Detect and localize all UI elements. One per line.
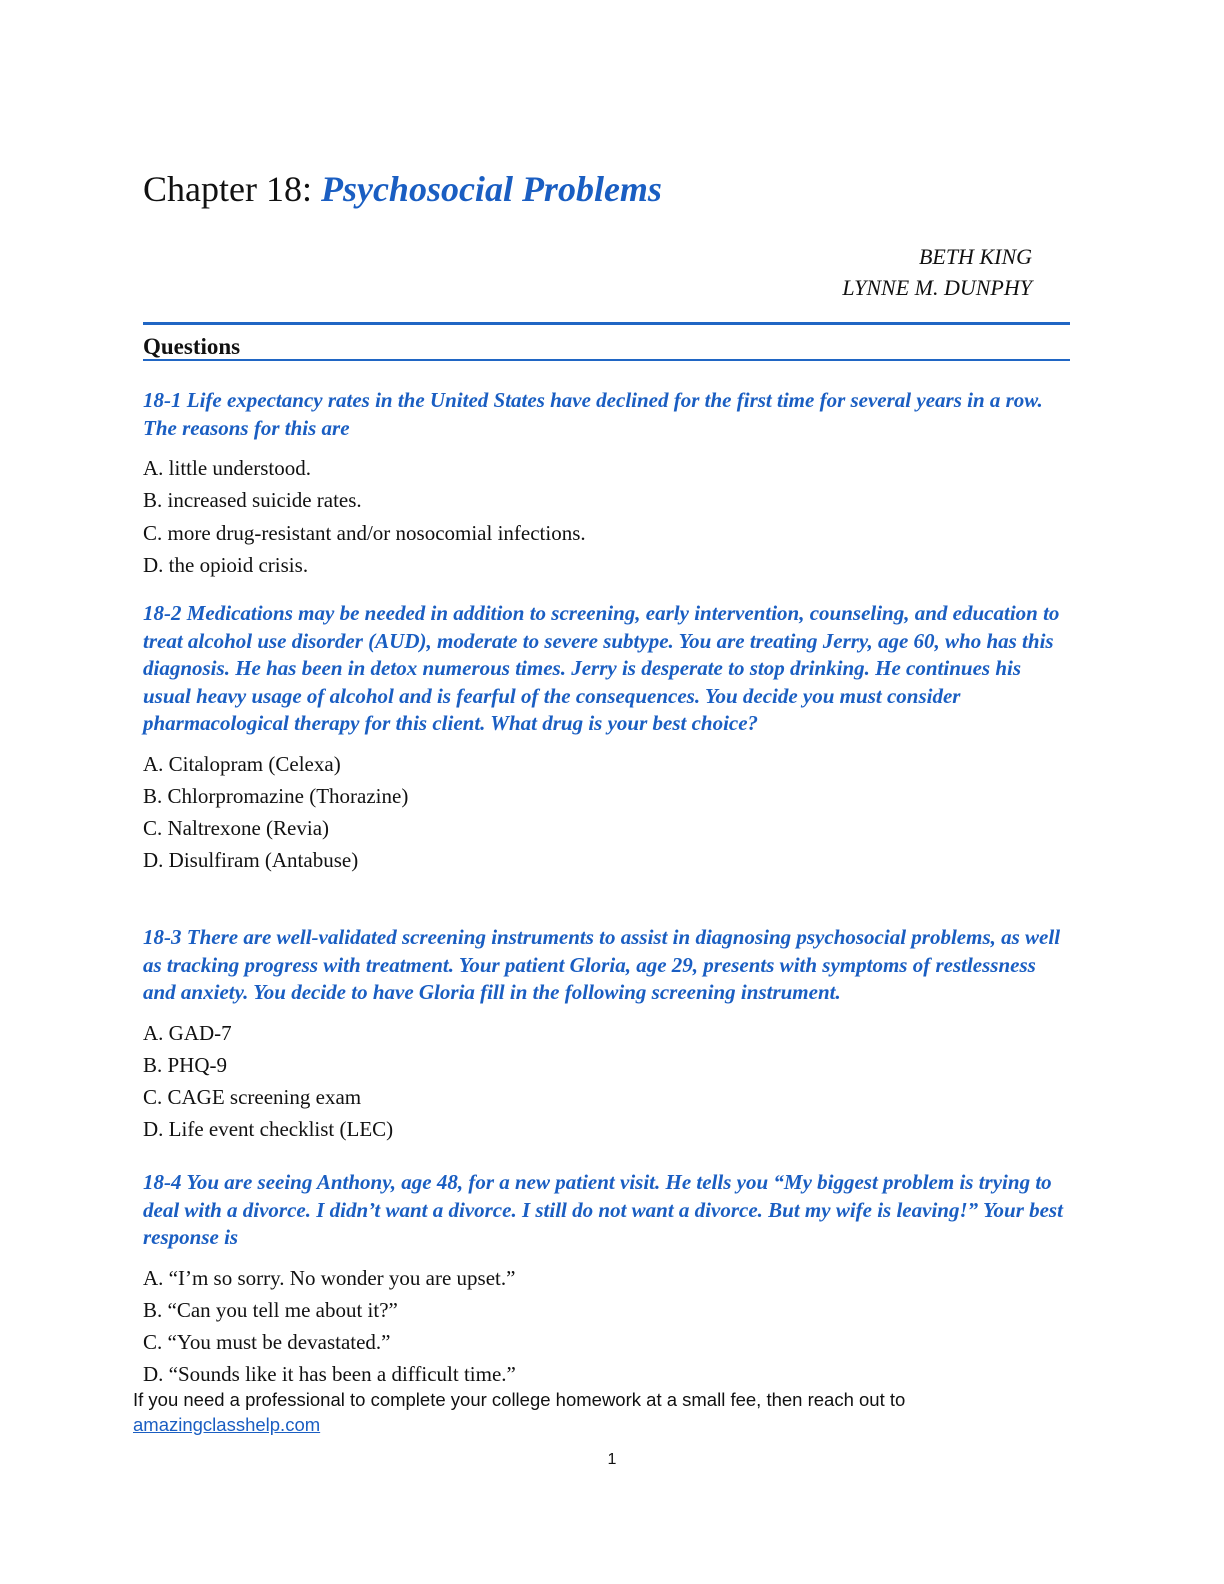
answer-option-c: C. “You must be devastated.” bbox=[143, 1330, 391, 1355]
section-rule-bottom bbox=[143, 359, 1070, 361]
answer-option-a: A. little understood. bbox=[143, 456, 311, 480]
question-text: 18-4 You are seeing Anthony, age 48, for a new patient visit. He tells you “My biggest problem is trying to deal with a divorce. I didn’t want a divorce. I still do not want a divorce. But my wife is leaving!” Your best response is bbox=[143, 1170, 1063, 1249]
answer-options bbox=[143, 1262, 1073, 1391]
answer-option-c: C. more drug-resistant and/or nosocomial infections. bbox=[143, 520, 586, 545]
answer-options bbox=[143, 452, 1073, 581]
answer-option-d: D. “Sounds like it has been a difficult time.” bbox=[143, 1362, 516, 1387]
question-18-2 bbox=[143, 600, 1073, 877]
section-heading: Questions bbox=[143, 334, 241, 359]
question-18-3 bbox=[143, 924, 1073, 1146]
answer-option-b: B. “Can you tell me about it?” bbox=[143, 1297, 398, 1322]
question-text: 18-2 Medications may be needed in addition to screening, early intervention, counseling, and education to treat alcohol use disorder (AUD), moderate to severe subtype. You are treating Jerry, age 60, who has this diagnosis. He has been in detox numerous times. Jerry is desperate to stop drinking. He continues his usual heavy usage of alcohol and is fearful of the consequences. You decide you must consider pharmacological therapy for this client. What drug is your best choice? bbox=[143, 601, 1060, 735]
answer-option-d: D. Life event checklist (LEC) bbox=[143, 1117, 394, 1142]
question-text: 18-1 Life expectancy rates in the United States have declined for the first time for several years in a row. The reasons for this are bbox=[143, 388, 1043, 440]
answer-option-d: D. Disulfiram (Antabuse) bbox=[143, 848, 359, 873]
chapter-subject: Psychosocial Problems bbox=[320, 169, 662, 209]
answer-option-b: B. PHQ-9 bbox=[143, 1052, 228, 1077]
author-name: LYNNE M. DUNPHY bbox=[842, 275, 1032, 300]
answer-option-b: B. Chlorpromazine (Thorazine) bbox=[143, 783, 409, 808]
footer-link[interactable]: amazingclasshelp.com bbox=[133, 1414, 321, 1435]
question-18-4 bbox=[143, 1169, 1073, 1391]
answer-option-a: A. Citalopram (Celexa) bbox=[143, 751, 341, 776]
answer-option-a: A. GAD-7 bbox=[143, 1020, 232, 1045]
answer-option-d: D. the opioid crisis. bbox=[143, 552, 309, 577]
chapter-label: Chapter 18: bbox=[143, 169, 312, 209]
question-text: 18-3 There are well-validated screening instruments to assist in diagnosing psychosocial problems, as well as tracking progress with treatment. Your patient Gloria, age 29, presents with symptoms of restlessness and anxiety. You decide to have Gloria fill in the following screening instrument. bbox=[143, 925, 1061, 1004]
answer-options bbox=[143, 748, 1073, 877]
page-number: 1 bbox=[607, 1451, 617, 1468]
answer-option-b: B. increased suicide rates. bbox=[143, 488, 362, 513]
section-rule-top bbox=[143, 322, 1070, 325]
answer-options bbox=[143, 1017, 1073, 1146]
question-18-1 bbox=[143, 387, 1073, 581]
footer-note bbox=[133, 1387, 905, 1437]
author-list bbox=[842, 241, 1032, 303]
author-name: BETH KING bbox=[918, 244, 1032, 269]
chapter-title bbox=[143, 166, 662, 212]
footer-note-text: If you need a professional to complete your college homework at a small fee, then reach out to bbox=[133, 1389, 906, 1410]
answer-option-c: C. Naltrexone (Revia) bbox=[143, 816, 330, 841]
answer-option-a: A. “I’m so sorry. No wonder you are upset.” bbox=[143, 1265, 516, 1290]
answer-option-c: C. CAGE screening exam bbox=[143, 1085, 362, 1110]
